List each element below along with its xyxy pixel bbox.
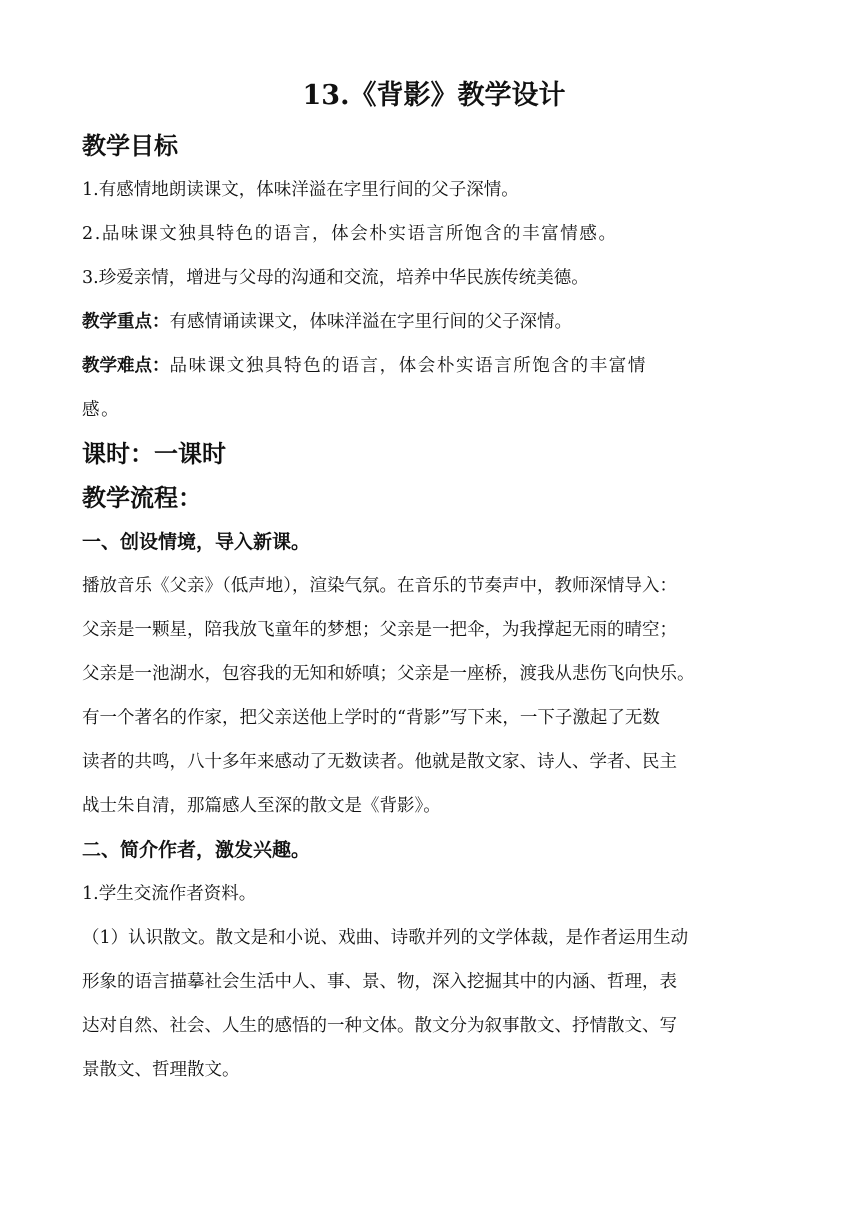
- section-2-line-4: 景散文、哲理散文。: [82, 1060, 240, 1080]
- teaching-difficulty-continued: 感。: [82, 400, 121, 420]
- teaching-focus-text: 有感情诵读课文，体味洋溢在字里行间的父子深情。: [169, 312, 572, 332]
- section-2-item-1: 1.学生交流作者资料。: [82, 884, 257, 904]
- section-1-line-6: 战士朱自清，那篇感人至深的散文是《背影》。: [82, 796, 441, 816]
- section-1-heading: 一、创设情境，导入新课。: [82, 531, 311, 553]
- teaching-difficulty: [82, 344, 778, 388]
- teaching-focus: [82, 300, 778, 344]
- class-hours: 课时：一课时: [82, 439, 226, 468]
- objective-item-3: 3.珍爱亲情，增进与父母的沟通和交流，培养中华民族传统美德。: [82, 268, 589, 288]
- objectives-heading: 教学目标: [82, 131, 178, 160]
- process-heading: 教学流程：: [82, 483, 202, 512]
- teaching-difficulty-text: 品味课文独具特色的语言，体会朴实语言所饱含的丰富情: [169, 356, 647, 376]
- teaching-focus-label: 教学重点：: [82, 312, 170, 332]
- section-1-line-4: 有一个著名的作家，把父亲送他上学时的“背影”写下来，一下子激起了无数: [82, 708, 660, 728]
- section-2-heading: 二、简介作者，激发兴趣。: [82, 839, 311, 861]
- objective-item-2: 2.品味课文独具特色的语言，体会朴实语言所饱含的丰富情感。: [82, 224, 618, 244]
- objective-item-1: 1.有感情地朗读课文，体味洋溢在字里行间的父子深情。: [82, 180, 519, 200]
- section-2-line-2: 形象的语言描摹社会生活中人、事、景、物，深入挖掘其中的内涵、哲理，表: [82, 972, 677, 992]
- document-title: 13.《背影》教学设计: [302, 80, 566, 111]
- section-1-line-2: 父亲是一颗星，陪我放飞童年的梦想；父亲是一把伞，为我撑起无雨的晴空；: [82, 620, 677, 640]
- section-1-line-5: 读者的共鸣，八十多年来感动了无数读者。他就是散文家、诗人、学者、民主: [82, 752, 677, 772]
- section-1-line-3: 父亲是一池湖水，包容我的无知和娇嗔；父亲是一座桥，渡我从悲伤飞向快乐。: [82, 664, 695, 684]
- section-1-line-1: 播放音乐《父亲》（低声地），渲染气氛。在音乐的节奏声中，教师深情导入：: [82, 576, 677, 596]
- teaching-difficulty-label: 教学难点：: [82, 356, 170, 376]
- section-2-line-3: 达对自然、社会、人生的感悟的一种文体。散文分为叙事散文、抒情散文、写: [82, 1016, 677, 1036]
- section-2-line-1: （1）认识散文。散文是和小说、戏曲、诗歌并列的文学体裁，是作者运用生动: [82, 928, 689, 948]
